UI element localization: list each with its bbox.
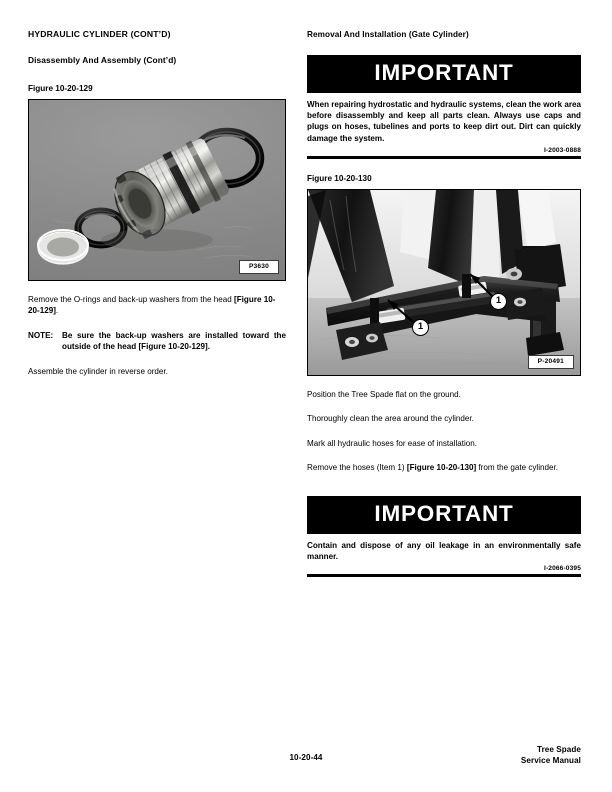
footer-page-number: 10-20-44 xyxy=(289,753,323,762)
paragraph-clean-area: Thoroughly clean the area around the cylinder. xyxy=(307,414,474,424)
photo-caption-id: P-20491 xyxy=(528,355,574,368)
paragraph-remove-orings xyxy=(28,294,286,317)
footer-manual-type: Service Manual xyxy=(520,756,581,765)
paragraph-text-tail: . xyxy=(55,306,59,316)
section-subtitle: Disassembly And Assembly (Cont’d) xyxy=(28,55,177,66)
paragraph-position-spade: Position the Tree Spade flat on the ground. xyxy=(307,389,461,399)
paragraph-remove-hoses xyxy=(307,462,581,474)
left-column xyxy=(28,30,286,391)
important-banner: IMPORTANT xyxy=(307,55,581,93)
important-divider xyxy=(307,574,581,577)
figure-reference-bold: [Figure 10-20-129] xyxy=(28,294,276,316)
tree-spade-frame-illustration xyxy=(308,190,580,375)
paragraph-mark-hoses: Mark all hydraulic hoses for ease of installation. xyxy=(307,438,478,448)
figure-reference-bold: [Figure 10-20-130] xyxy=(406,463,477,473)
page-title: HYDRAULIC CYLINDER (CONT’D) xyxy=(28,29,171,39)
callout-marker-1-left: 1 xyxy=(412,319,429,336)
important-body: Contain and dispose of any oil leakage in an environmentally safe manner. xyxy=(307,540,581,561)
figure-label-10-20-129: Figure 10-20-129 xyxy=(28,83,93,93)
figure-photo-10-20-130 xyxy=(307,189,581,376)
note-text: Be sure the back-up washers are installed toward the outside of the head [Figure 10-20-129]. xyxy=(62,330,286,352)
important-body: When repairing hydrostatic and hydraulic systems, clean the work area before disassembly and keep all parts clean. Always use caps and plugs on hoses, tubelines and ports to keep dirt out. Dirt can quickly damage the system. xyxy=(307,99,581,143)
paragraph-text: Remove the hoses (Item 1) xyxy=(307,463,407,473)
note-label: NOTE: xyxy=(28,330,54,340)
footer-product-name: Tree Spade xyxy=(537,745,581,754)
footer-manual-title xyxy=(521,744,581,766)
callout-marker-1-right: 1 xyxy=(490,293,507,310)
paragraph-assemble-reverse: Assemble the cylinder in reverse order. xyxy=(28,367,168,377)
section-title-removal-installation: Removal And Installation (Gate Cylinder) xyxy=(307,30,469,39)
paragraph-text: Remove the O-rings and back-up washers from the head xyxy=(28,294,235,304)
figure-label-10-20-130: Figure 10-20-130 xyxy=(307,173,372,183)
paragraph-text-tail: from the gate cylinder. xyxy=(476,463,559,473)
photo-caption-id: P3630 xyxy=(239,260,279,273)
figure-photo-10-20-129 xyxy=(28,99,286,281)
important-notice-1 xyxy=(307,55,581,159)
note-block xyxy=(28,330,286,353)
important-divider xyxy=(307,156,581,159)
important-notice-2 xyxy=(307,496,581,577)
important-banner: IMPORTANT xyxy=(307,496,581,534)
important-reference: I-2003-0888 xyxy=(543,147,581,155)
cylinder-head-illustration xyxy=(29,100,285,280)
important-reference: I-2066-0395 xyxy=(543,565,581,573)
right-column xyxy=(307,30,581,577)
